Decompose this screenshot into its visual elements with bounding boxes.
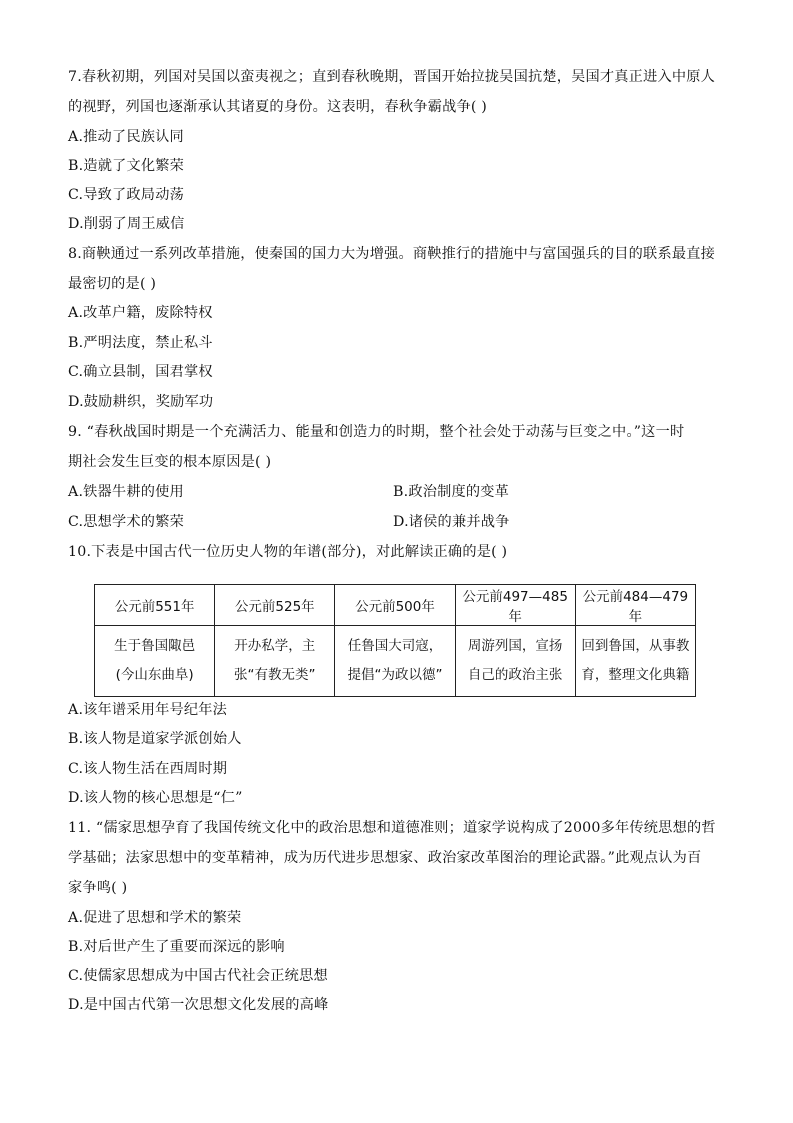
table-cell-line: 生于鲁国陬邑 [114, 638, 196, 654]
table-header-row [95, 585, 696, 626]
q7-option-a: A.推动了民族认同 [68, 129, 184, 145]
table-cell [455, 626, 575, 697]
table-cell [575, 626, 695, 697]
q8-stem-line1: 8.商鞅通过一系列改革措施，使秦国的国力大为增强。商鞅推行的措施中与富国强兵的目的联系最直接 [68, 246, 715, 262]
q7-option-c: C.导致了政局动荡 [68, 187, 184, 203]
table-cell-line: 开办私学，主 [234, 638, 316, 654]
table-header-cell: 公元前500年 [335, 585, 455, 626]
table-cell-line: 回到鲁国，从事教 [581, 638, 690, 654]
q11-option-b: B.对后世产生了重要而深远的影响 [68, 939, 285, 955]
table-header-cell: 公元前551年 [95, 585, 215, 626]
table-cell [335, 626, 455, 697]
q9-option-a: A.铁器牛耕的使用 [68, 484, 184, 500]
table-header-cell: 公元前525年 [215, 585, 335, 626]
table-cell-line: 提倡“为政以德” [347, 667, 443, 683]
q11-stem-line2: 学基础；法家思想中的变革精神，成为历代进步思想家、政治家改革图治的理论武器。”此观点认为百 [68, 850, 702, 866]
table-cell-line: 自己的政治主张 [467, 667, 563, 683]
q10-stem-line1: 10.下表是中国古代一位历史人物的年谱(部分)，对此解读正确的是( ) [68, 544, 508, 560]
q7-option-b: B.造就了文化繁荣 [68, 158, 185, 174]
q8-option-d: D.鼓励耕织，奖励军功 [68, 394, 214, 410]
table-header-cell: 公元前497—485年 [455, 585, 575, 626]
q10-option-c: C.该人物生活在西周时期 [68, 761, 228, 777]
q9-stem-line1: 9. “春秋战国时期是一个充满活力、能量和创造力的时期，整个社会处于动荡与巨变之中。”这一时 [68, 424, 685, 440]
q8-option-c: C.确立县制，国君掌权 [68, 364, 213, 380]
table-cell-line: 任鲁国大司寇， [347, 638, 443, 654]
table-cell-line: (今山东曲阜) [115, 667, 194, 683]
q10-option-b: B.该人物是道家学派创始人 [68, 731, 242, 747]
q8-stem-line2: 最密切的是( ) [68, 276, 157, 292]
table-cell [215, 626, 335, 697]
table-row [95, 626, 696, 697]
q11-option-d: D.是中国古代第一次思想文化发展的高峰 [68, 997, 329, 1013]
q10-option-a: A.该年谱采用年号纪年法 [68, 702, 228, 718]
table-cell [95, 626, 215, 697]
q7-stem-line1: 7.春秋初期，列国对吴国以蛮夷视之；直到春秋晚期，晋国开始拉拢吴国抗楚，吴国才真正进入中原人 [68, 69, 715, 85]
table-cell-line: 育，整理文化典籍 [581, 667, 690, 683]
q11-stem-line3: 家争鸣( ) [68, 880, 128, 896]
table-cell-line: 张“有教无类” [234, 667, 316, 683]
q7-option-d: D.削弱了周王威信 [68, 216, 185, 232]
q8-option-b: B.严明法度，禁止私斗 [68, 335, 213, 351]
q9-option-c: C.思想学术的繁荣 [68, 514, 184, 530]
table-cell-line: 周游列国，宣扬 [467, 638, 563, 654]
q9-option-b: B.政治制度的变革 [393, 484, 510, 500]
q10-option-d: D.该人物的核心思想是“仁” [68, 790, 243, 806]
q8-option-a: A.改革户籍，废除特权 [68, 305, 213, 321]
table-header-cell: 公元前484—479年 [575, 585, 695, 626]
q9-stem-line2: 期社会发生巨变的根本原因是( ) [68, 454, 272, 470]
q11-stem-line1: 11. “儒家思想孕育了我国传统文化中的政治思想和道德准则；道家学说构成了2000多年传统思想的哲 [68, 820, 716, 836]
q7-stem-line2: 的视野，列国也逐渐承认其诸夏的身份。这表明，春秋争霸战争( ) [68, 99, 488, 115]
q11-option-a: A.促进了思想和学术的繁荣 [68, 910, 242, 926]
chronology-table [94, 584, 696, 697]
q11-option-c: C.使儒家思想成为中国古代社会正统思想 [68, 968, 328, 984]
q9-option-d: D.诸侯的兼并战争 [393, 514, 510, 530]
